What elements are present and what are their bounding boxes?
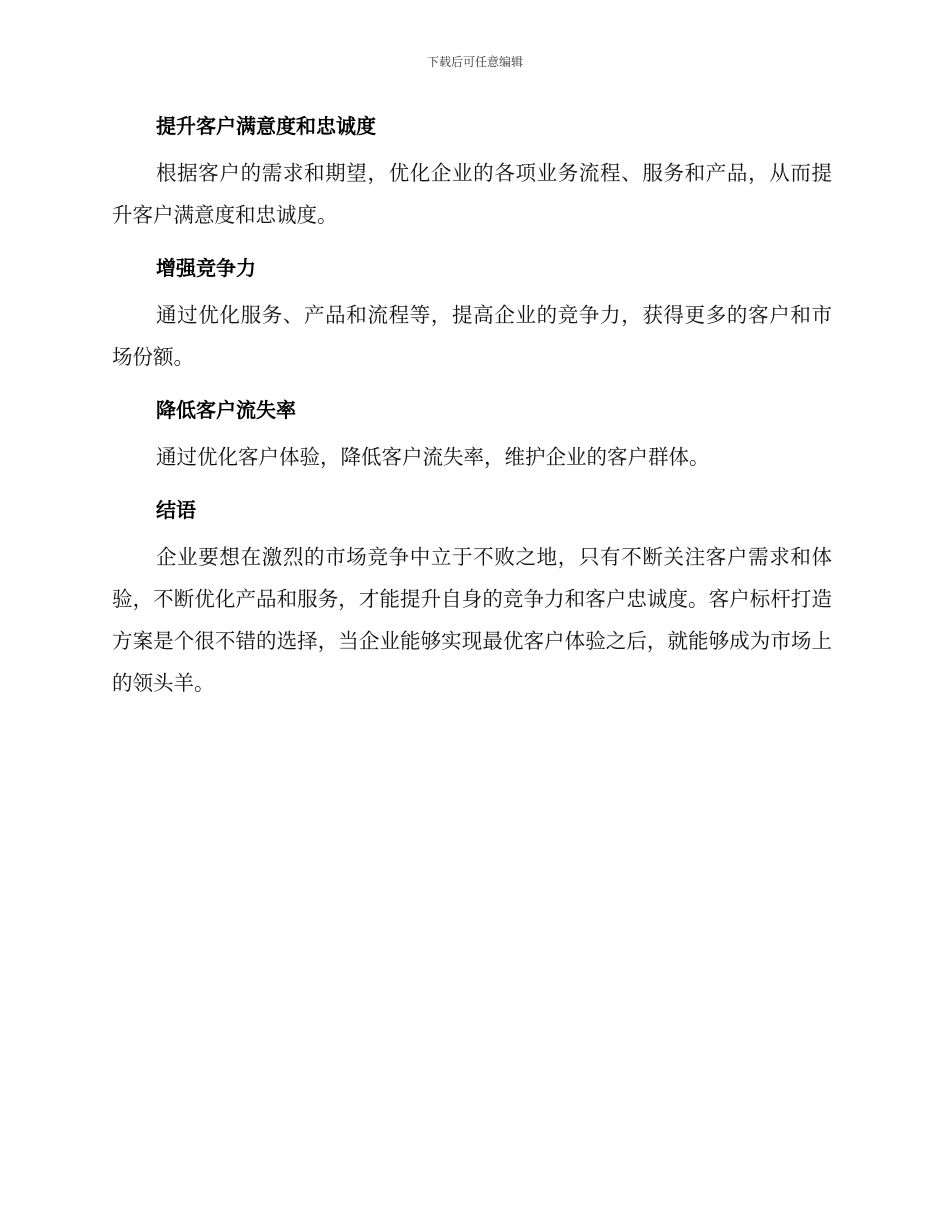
section-paragraph-churn: 通过优化客户体验，降低客户流失率，维护企业的客户群体。 — [156, 445, 710, 469]
section-heading-competitiveness: 增强竞争力 — [156, 256, 256, 280]
section-paragraph-conclusion: 企业要想在激烈的市场竞争中立于不败之地，只有不断关注客户需求和体验，不断优化产品和服务，才能提升自身的竞争力和客户忠诚度。客户标杆打造方案是个很不错的选择，当企业能够实现最优客户体验之后，就能够成为市场上的领头羊。 — [112, 545, 832, 695]
running-header: 下载后可任意编辑 — [426, 55, 523, 69]
section-heading-satisfaction: 提升客户满意度和忠诚度 — [156, 114, 376, 138]
section-paragraph-competitiveness: 通过优化服务、产品和流程等，提高企业的竞争力，获得更多的客户和市场份额。 — [112, 303, 832, 369]
section-heading-churn: 降低客户流失率 — [156, 398, 296, 422]
section-heading-conclusion: 结语 — [156, 498, 196, 522]
document-body — [112, 108, 832, 718]
section-paragraph-satisfaction: 根据客户的需求和期望，优化企业的各项业务流程、服务和产品，从而提升客户满意度和忠诚度。 — [112, 161, 832, 227]
